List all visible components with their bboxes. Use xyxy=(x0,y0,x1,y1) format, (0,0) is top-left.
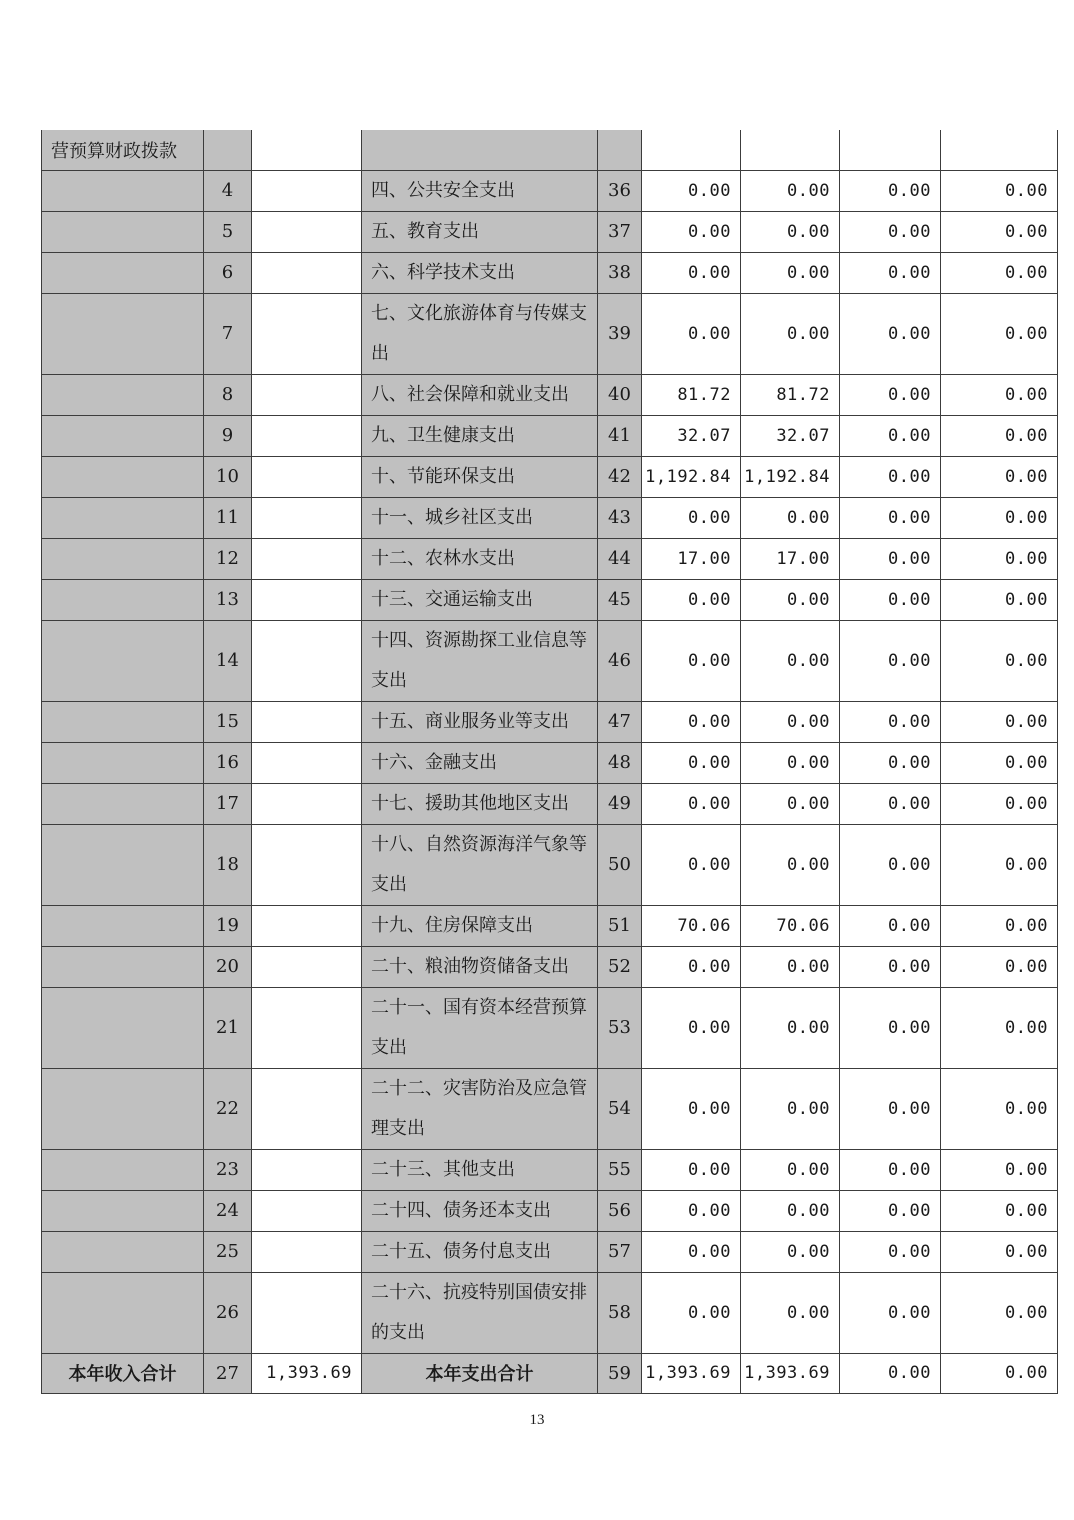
value-cell: 0.00 xyxy=(741,824,840,905)
table-row xyxy=(42,783,1058,824)
expense-line-cell: 41 xyxy=(598,415,642,456)
value-cell: 0.00 xyxy=(941,1272,1058,1353)
total-income-line: 27 xyxy=(204,1353,252,1393)
value-cell: 0.00 xyxy=(840,905,941,946)
income-label-cell xyxy=(42,211,204,252)
value-cell: 0.00 xyxy=(840,1190,941,1231)
value-cell: 0.00 xyxy=(741,1231,840,1272)
value-cell: 32.07 xyxy=(642,415,741,456)
income-label-cell xyxy=(42,620,204,701)
value-cell: 81.72 xyxy=(642,374,741,415)
income-line-cell: 11 xyxy=(204,497,252,538)
income-label-cell xyxy=(42,742,204,783)
income-value-cell xyxy=(252,1068,362,1149)
income-value-cell xyxy=(252,130,362,170)
budget-table xyxy=(41,130,1058,1394)
income-label-cell xyxy=(42,1149,204,1190)
value-cell: 0.00 xyxy=(642,783,741,824)
value-cell: 0.00 xyxy=(642,987,741,1068)
expense-line-cell: 43 xyxy=(598,497,642,538)
value-cell: 0.00 xyxy=(941,415,1058,456)
total-income-label: 本年收入合计 xyxy=(42,1353,204,1393)
income-value-cell xyxy=(252,1272,362,1353)
value-cell: 70.06 xyxy=(741,905,840,946)
value-cell: 0.00 xyxy=(840,415,941,456)
income-line-cell: 19 xyxy=(204,905,252,946)
expense-label-cell: 十八、自然资源海洋气象等支出 xyxy=(362,824,598,905)
value-cell: 0.00 xyxy=(941,824,1058,905)
table-row xyxy=(42,701,1058,742)
value-cell: 0.00 xyxy=(840,170,941,211)
value-cell xyxy=(642,130,741,170)
income-line-cell: 5 xyxy=(204,211,252,252)
table-row xyxy=(42,824,1058,905)
expense-label-cell: 二十二、灾害防治及应急管理支出 xyxy=(362,1068,598,1149)
table-row xyxy=(42,987,1058,1068)
income-line-cell: 24 xyxy=(204,1190,252,1231)
value-cell: 0.00 xyxy=(840,211,941,252)
value-cell: 0.00 xyxy=(642,211,741,252)
expense-line-cell: 50 xyxy=(598,824,642,905)
income-line-cell: 21 xyxy=(204,987,252,1068)
value-cell: 0.00 xyxy=(741,1190,840,1231)
value-cell: 0.00 xyxy=(741,1272,840,1353)
value-cell: 0.00 xyxy=(840,987,941,1068)
income-line-cell: 17 xyxy=(204,783,252,824)
value-cell: 0.00 xyxy=(741,497,840,538)
income-line-cell: 26 xyxy=(204,1272,252,1353)
income-value-cell xyxy=(252,1231,362,1272)
value-cell: 32.07 xyxy=(741,415,840,456)
value-cell: 0.00 xyxy=(941,987,1058,1068)
value-cell: 0.00 xyxy=(741,620,840,701)
expense-line-cell: 47 xyxy=(598,701,642,742)
table-row xyxy=(42,415,1058,456)
total-value-cell: 0.00 xyxy=(840,1353,941,1393)
income-label-cell xyxy=(42,415,204,456)
value-cell: 17.00 xyxy=(741,538,840,579)
income-value-cell xyxy=(252,579,362,620)
expense-line-cell: 40 xyxy=(598,374,642,415)
table-row xyxy=(42,538,1058,579)
income-value-cell xyxy=(252,170,362,211)
value-cell: 0.00 xyxy=(941,905,1058,946)
income-line-cell: 7 xyxy=(204,293,252,374)
income-label-cell xyxy=(42,374,204,415)
value-cell: 0.00 xyxy=(941,211,1058,252)
expense-line-cell: 39 xyxy=(598,293,642,374)
income-label-cell xyxy=(42,579,204,620)
value-cell: 0.00 xyxy=(642,252,741,293)
table-row xyxy=(42,1231,1058,1272)
income-value-cell xyxy=(252,783,362,824)
expense-line-cell: 37 xyxy=(598,211,642,252)
value-cell: 0.00 xyxy=(941,783,1058,824)
expense-line-cell: 55 xyxy=(598,1149,642,1190)
expense-label-cell: 二十三、其他支出 xyxy=(362,1149,598,1190)
value-cell: 0.00 xyxy=(941,252,1058,293)
value-cell: 0.00 xyxy=(741,742,840,783)
income-label-cell xyxy=(42,824,204,905)
value-cell: 0.00 xyxy=(642,824,741,905)
expense-label-cell: 七、文化旅游体育与传媒支出 xyxy=(362,293,598,374)
value-cell: 0.00 xyxy=(642,620,741,701)
income-line-cell: 20 xyxy=(204,946,252,987)
income-value-cell xyxy=(252,824,362,905)
income-label-cell xyxy=(42,783,204,824)
value-cell: 0.00 xyxy=(840,538,941,579)
value-cell: 0.00 xyxy=(642,946,741,987)
income-value-cell xyxy=(252,415,362,456)
value-cell: 0.00 xyxy=(642,1231,741,1272)
expense-line-cell: 44 xyxy=(598,538,642,579)
table-row-total xyxy=(42,1353,1058,1393)
expense-line-cell: 52 xyxy=(598,946,642,987)
table-row xyxy=(42,579,1058,620)
table-row xyxy=(42,456,1058,497)
income-label-cell xyxy=(42,252,204,293)
value-cell: 0.00 xyxy=(941,620,1058,701)
value-cell: 1,192.84 xyxy=(741,456,840,497)
value-cell: 0.00 xyxy=(941,742,1058,783)
expense-line-cell xyxy=(598,130,642,170)
expense-line-cell: 54 xyxy=(598,1068,642,1149)
income-line-cell: 18 xyxy=(204,824,252,905)
value-cell: 1,192.84 xyxy=(642,456,741,497)
table-row xyxy=(42,497,1058,538)
expense-line-cell: 57 xyxy=(598,1231,642,1272)
value-cell: 0.00 xyxy=(642,1272,741,1353)
expense-line-cell: 56 xyxy=(598,1190,642,1231)
value-cell: 0.00 xyxy=(941,293,1058,374)
value-cell: 0.00 xyxy=(840,374,941,415)
income-label-cell xyxy=(42,293,204,374)
value-cell: 0.00 xyxy=(642,1149,741,1190)
income-value-cell xyxy=(252,252,362,293)
income-value-cell xyxy=(252,456,362,497)
value-cell: 0.00 xyxy=(941,1190,1058,1231)
expense-label-cell: 十五、商业服务业等支出 xyxy=(362,701,598,742)
expense-line-cell: 49 xyxy=(598,783,642,824)
income-label-cell xyxy=(42,497,204,538)
expense-label-cell: 九、卫生健康支出 xyxy=(362,415,598,456)
table-row xyxy=(42,170,1058,211)
income-line-cell: 8 xyxy=(204,374,252,415)
expense-label-cell: 八、社会保障和就业支出 xyxy=(362,374,598,415)
expense-label-cell: 十二、农林水支出 xyxy=(362,538,598,579)
income-value-cell xyxy=(252,946,362,987)
table-row xyxy=(42,211,1058,252)
value-cell: 0.00 xyxy=(941,170,1058,211)
table-row xyxy=(42,1272,1058,1353)
expense-label-cell: 二十六、抗疫特别国债安排的支出 xyxy=(362,1272,598,1353)
total-value-cell: 0.00 xyxy=(941,1353,1058,1393)
expense-label-cell: 十三、交通运输支出 xyxy=(362,579,598,620)
income-value-cell xyxy=(252,374,362,415)
table-row xyxy=(42,946,1058,987)
value-cell: 0.00 xyxy=(741,987,840,1068)
total-income-value: 1,393.69 xyxy=(252,1353,362,1393)
table-row xyxy=(42,1149,1058,1190)
expense-label-cell: 二十一、国有资本经营预算支出 xyxy=(362,987,598,1068)
table-row xyxy=(42,905,1058,946)
income-label-cell xyxy=(42,1231,204,1272)
value-cell: 0.00 xyxy=(941,946,1058,987)
table-body xyxy=(42,130,1058,1393)
value-cell: 0.00 xyxy=(642,1190,741,1231)
expense-line-cell: 45 xyxy=(598,579,642,620)
value-cell: 0.00 xyxy=(741,946,840,987)
income-value-cell xyxy=(252,211,362,252)
value-cell: 0.00 xyxy=(941,374,1058,415)
value-cell: 0.00 xyxy=(741,252,840,293)
value-cell: 0.00 xyxy=(741,1149,840,1190)
value-cell xyxy=(741,130,840,170)
value-cell: 70.06 xyxy=(642,905,741,946)
income-label-cell xyxy=(42,1190,204,1231)
expense-label-cell: 二十四、债务还本支出 xyxy=(362,1190,598,1231)
income-label-cell xyxy=(42,905,204,946)
value-cell: 0.00 xyxy=(840,742,941,783)
income-line-cell: 10 xyxy=(204,456,252,497)
expense-line-cell: 38 xyxy=(598,252,642,293)
income-line-cell: 15 xyxy=(204,701,252,742)
income-value-cell xyxy=(252,701,362,742)
value-cell: 0.00 xyxy=(941,538,1058,579)
page-number: 13 xyxy=(529,1412,545,1428)
expense-label-cell: 二十、粮油物资储备支出 xyxy=(362,946,598,987)
income-label-cell xyxy=(42,987,204,1068)
value-cell xyxy=(840,130,941,170)
expense-label-cell: 十六、金融支出 xyxy=(362,742,598,783)
value-cell: 0.00 xyxy=(840,293,941,374)
value-cell xyxy=(941,130,1058,170)
income-label-cell xyxy=(42,1272,204,1353)
expense-label-cell: 十七、援助其他地区支出 xyxy=(362,783,598,824)
income-label-cell xyxy=(42,538,204,579)
expense-label-cell: 六、科学技术支出 xyxy=(362,252,598,293)
expense-label-cell: 五、教育支出 xyxy=(362,211,598,252)
value-cell: 0.00 xyxy=(840,497,941,538)
total-value-cell: 1,393.69 xyxy=(741,1353,840,1393)
expense-label-cell: 十九、住房保障支出 xyxy=(362,905,598,946)
value-cell: 0.00 xyxy=(941,456,1058,497)
income-label-cell xyxy=(42,946,204,987)
income-value-cell xyxy=(252,987,362,1068)
table-row xyxy=(42,1068,1058,1149)
value-cell: 0.00 xyxy=(941,579,1058,620)
value-cell: 0.00 xyxy=(642,497,741,538)
income-line-cell xyxy=(204,130,252,170)
value-cell: 0.00 xyxy=(642,170,741,211)
table-row xyxy=(42,374,1058,415)
income-value-cell xyxy=(252,905,362,946)
expense-line-cell: 53 xyxy=(598,987,642,1068)
value-cell: 0.00 xyxy=(941,497,1058,538)
total-value-cell: 1,393.69 xyxy=(642,1353,741,1393)
value-cell: 0.00 xyxy=(741,293,840,374)
value-cell: 17.00 xyxy=(642,538,741,579)
expense-line-cell: 51 xyxy=(598,905,642,946)
income-line-cell: 16 xyxy=(204,742,252,783)
value-cell: 0.00 xyxy=(840,946,941,987)
expense-label-cell: 四、公共安全支出 xyxy=(362,170,598,211)
value-cell: 0.00 xyxy=(941,1068,1058,1149)
income-value-cell xyxy=(252,742,362,783)
value-cell: 0.00 xyxy=(642,701,741,742)
income-value-cell xyxy=(252,1149,362,1190)
expense-label-cell xyxy=(362,130,598,170)
value-cell: 0.00 xyxy=(840,783,941,824)
value-cell: 0.00 xyxy=(840,252,941,293)
value-cell: 0.00 xyxy=(840,1068,941,1149)
income-value-cell xyxy=(252,1190,362,1231)
income-line-cell: 22 xyxy=(204,1068,252,1149)
income-label-cell xyxy=(42,456,204,497)
income-label-cell xyxy=(42,701,204,742)
value-cell: 0.00 xyxy=(741,701,840,742)
value-cell: 0.00 xyxy=(840,456,941,497)
value-cell: 0.00 xyxy=(941,1149,1058,1190)
table-row xyxy=(42,252,1058,293)
expense-line-cell: 36 xyxy=(598,170,642,211)
income-line-cell: 13 xyxy=(204,579,252,620)
income-value-cell xyxy=(252,538,362,579)
value-cell: 0.00 xyxy=(840,1272,941,1353)
income-line-cell: 12 xyxy=(204,538,252,579)
table-row xyxy=(42,620,1058,701)
expense-label-cell: 十四、资源勘探工业信息等支出 xyxy=(362,620,598,701)
table-row xyxy=(42,1190,1058,1231)
table-row xyxy=(42,293,1058,374)
income-value-cell xyxy=(252,293,362,374)
value-cell: 0.00 xyxy=(741,579,840,620)
value-cell: 0.00 xyxy=(840,620,941,701)
value-cell: 0.00 xyxy=(941,701,1058,742)
value-cell: 0.00 xyxy=(642,293,741,374)
value-cell: 0.00 xyxy=(642,579,741,620)
income-line-cell: 25 xyxy=(204,1231,252,1272)
income-label-cell: 营预算财政拨款 xyxy=(42,130,204,170)
value-cell: 0.00 xyxy=(840,579,941,620)
expense-line-cell: 48 xyxy=(598,742,642,783)
income-line-cell: 4 xyxy=(204,170,252,211)
income-value-cell xyxy=(252,620,362,701)
value-cell: 81.72 xyxy=(741,374,840,415)
expense-line-cell: 46 xyxy=(598,620,642,701)
income-line-cell: 6 xyxy=(204,252,252,293)
expense-label-cell: 十一、城乡社区支出 xyxy=(362,497,598,538)
income-line-cell: 14 xyxy=(204,620,252,701)
value-cell: 0.00 xyxy=(840,824,941,905)
total-expense-line: 59 xyxy=(598,1353,642,1393)
income-label-cell xyxy=(42,1068,204,1149)
value-cell: 0.00 xyxy=(741,211,840,252)
value-cell: 0.00 xyxy=(941,1231,1058,1272)
value-cell: 0.00 xyxy=(741,783,840,824)
table-row xyxy=(42,742,1058,783)
income-label-cell xyxy=(42,170,204,211)
income-line-cell: 23 xyxy=(204,1149,252,1190)
value-cell: 0.00 xyxy=(840,1231,941,1272)
value-cell: 0.00 xyxy=(642,1068,741,1149)
expense-label-cell: 二十五、债务付息支出 xyxy=(362,1231,598,1272)
table-row-carryover xyxy=(42,130,1058,170)
value-cell: 0.00 xyxy=(840,1149,941,1190)
expense-line-cell: 58 xyxy=(598,1272,642,1353)
total-expense-label: 本年支出合计 xyxy=(362,1353,598,1393)
value-cell: 0.00 xyxy=(840,701,941,742)
expense-line-cell: 42 xyxy=(598,456,642,497)
income-value-cell xyxy=(252,497,362,538)
income-line-cell: 9 xyxy=(204,415,252,456)
value-cell: 0.00 xyxy=(741,1068,840,1149)
value-cell: 0.00 xyxy=(741,170,840,211)
value-cell: 0.00 xyxy=(642,742,741,783)
expense-label-cell: 十、节能环保支出 xyxy=(362,456,598,497)
